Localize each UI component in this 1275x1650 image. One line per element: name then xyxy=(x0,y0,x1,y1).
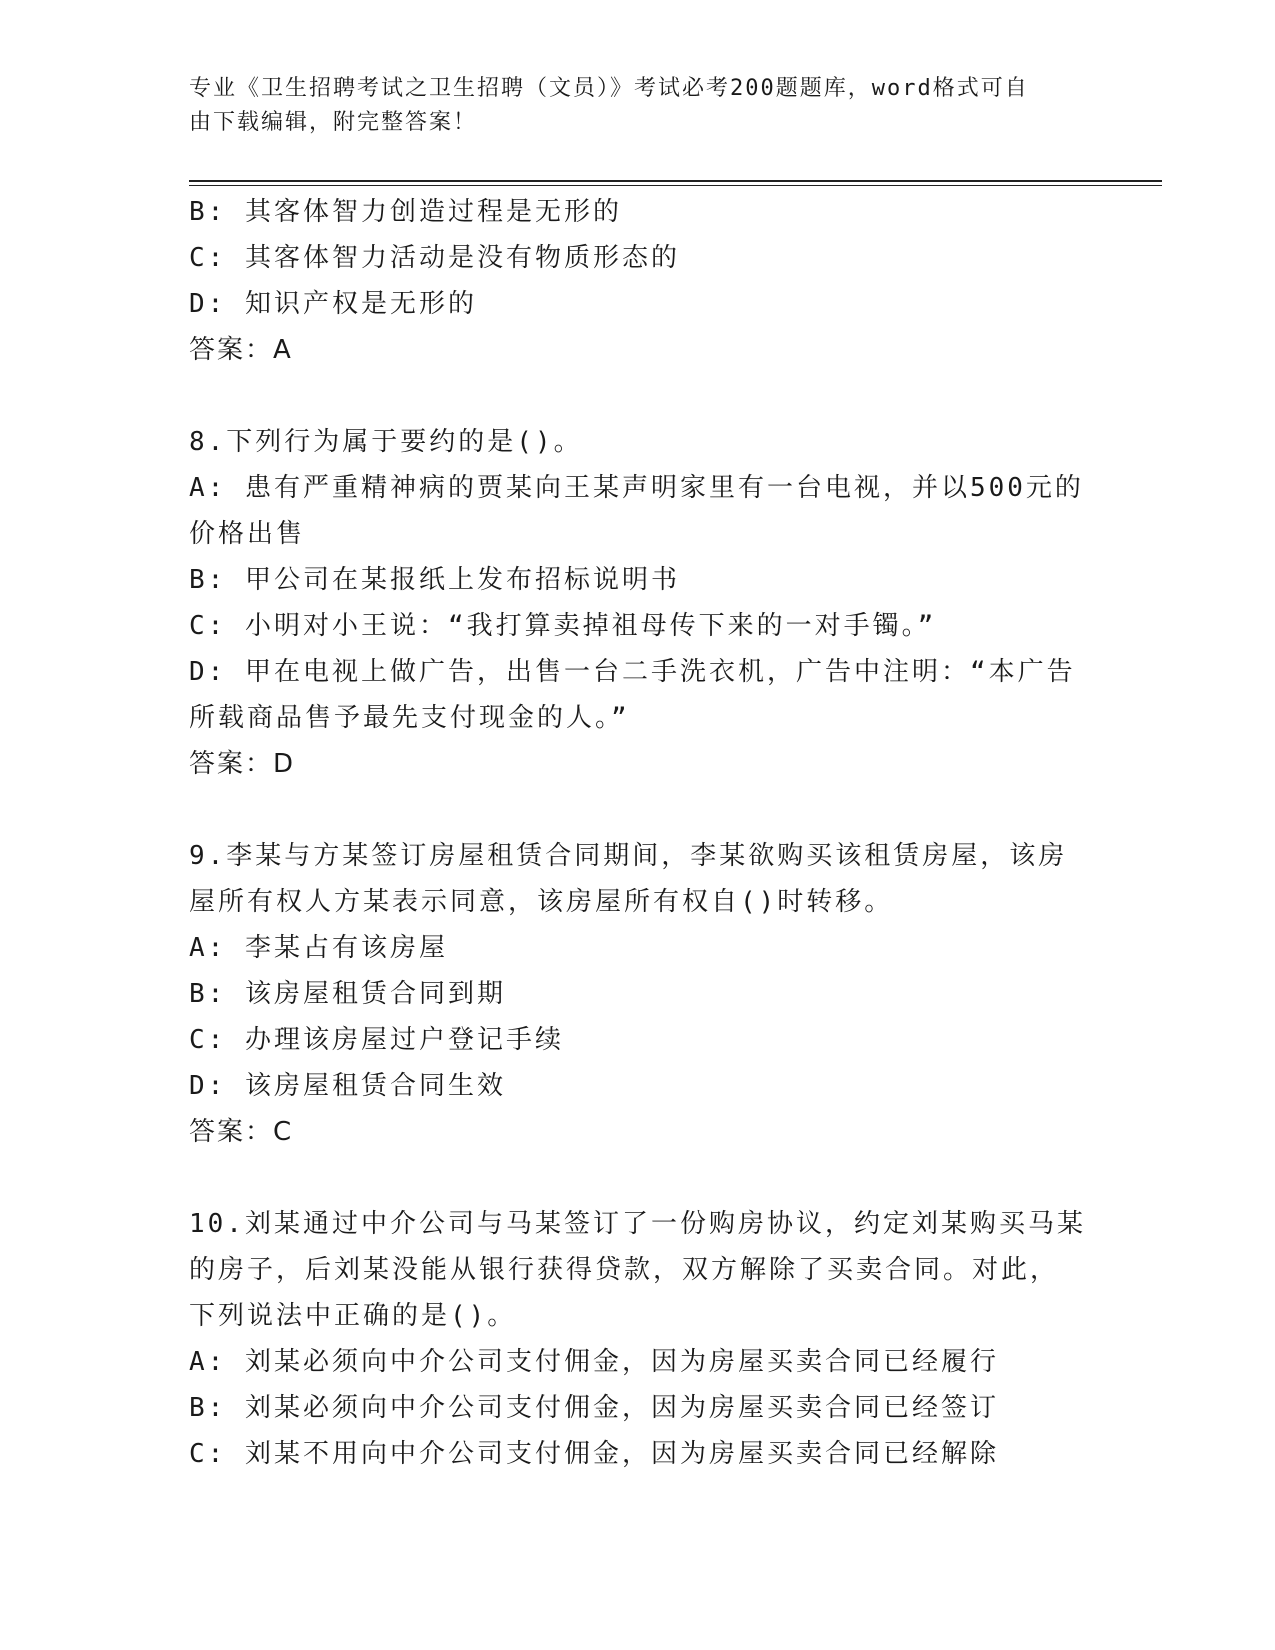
q9-option-c: C: 办理该房屋过户登记手续 xyxy=(189,1025,564,1055)
spacer xyxy=(189,373,1089,419)
header-rule-thick xyxy=(189,180,1162,182)
q10-option-c: C: 刘某不用向中介公司支付佣金，因为房屋买卖合同已经解除 xyxy=(189,1439,999,1469)
q7-answer: 答案：A xyxy=(189,335,293,365)
q9-option-b: B: 该房屋租赁合同到期 xyxy=(189,979,506,1009)
q10-stem-line-1: 10.刘某通过中介公司与马某签订了一份购房协议，约定刘某购买马某 xyxy=(189,1209,1086,1239)
spacer xyxy=(189,787,1089,833)
q9-option-d: D: 该房屋租赁合同生效 xyxy=(189,1071,506,1101)
q8-option-d-line-1: D: 甲在电视上做广告，出售一台二手洗衣机，广告中注明：“本广告 xyxy=(189,657,1076,687)
header-line-1: 专业《卫生招聘考试之卫生招聘（文员）》考试必考200题题库，word格式可自 xyxy=(189,76,1029,101)
document-header xyxy=(189,72,1089,140)
q10-stem-line-2: 的房子，后刘某没能从银行获得贷款，双方解除了买卖合同。对此， xyxy=(189,1255,1060,1285)
q9-answer: 答案：C xyxy=(189,1117,294,1147)
q10-stem-line-3: 下列说法中正确的是()。 xyxy=(189,1301,517,1331)
q8-option-d-line-2: 所载商品售予最先支付现金的人。” xyxy=(189,703,630,733)
q7-option-b: B: 其客体智力创造过程是无形的 xyxy=(189,197,622,227)
q8-option-c: C: 小明对小王说：“我打算卖掉祖母传下来的一对手镯。” xyxy=(189,611,937,641)
q9-stem-line-2: 屋所有权人方某表示同意，该房屋所有权自()时转移。 xyxy=(189,887,894,917)
question-10 xyxy=(189,1201,1089,1477)
q10-option-a: A: 刘某必须向中介公司支付佣金，因为房屋买卖合同已经履行 xyxy=(189,1347,999,1377)
question-8 xyxy=(189,419,1089,787)
header-rule-thin xyxy=(189,185,1162,186)
question-9 xyxy=(189,833,1089,1155)
q8-option-b: B: 甲公司在某报纸上发布招标说明书 xyxy=(189,565,680,595)
q10-option-b: B: 刘某必须向中介公司支付佣金，因为房屋买卖合同已经签订 xyxy=(189,1393,999,1423)
q8-option-a-line-2: 价格出售 xyxy=(189,519,306,549)
question-7 xyxy=(189,189,1089,373)
q8-answer: 答案：D xyxy=(189,749,296,779)
q8-stem: 8.下列行为属于要约的是()。 xyxy=(189,427,583,457)
q9-option-a: A: 李某占有该房屋 xyxy=(189,933,448,963)
q7-option-d: D: 知识产权是无形的 xyxy=(189,289,477,319)
header-line-2: 由下载编辑，附完整答案！ xyxy=(189,110,478,135)
question-content xyxy=(189,189,1089,1477)
q8-option-a-line-1: A: 患有严重精神病的贾某向王某声明家里有一台电视，并以500元的 xyxy=(189,473,1084,503)
spacer xyxy=(189,1155,1089,1201)
q7-option-c: C: 其客体智力活动是没有物质形态的 xyxy=(189,243,680,273)
q9-stem-line-1: 9.李某与方某签订房屋租赁合同期间，李某欲购买该租赁房屋，该房 xyxy=(189,841,1068,871)
